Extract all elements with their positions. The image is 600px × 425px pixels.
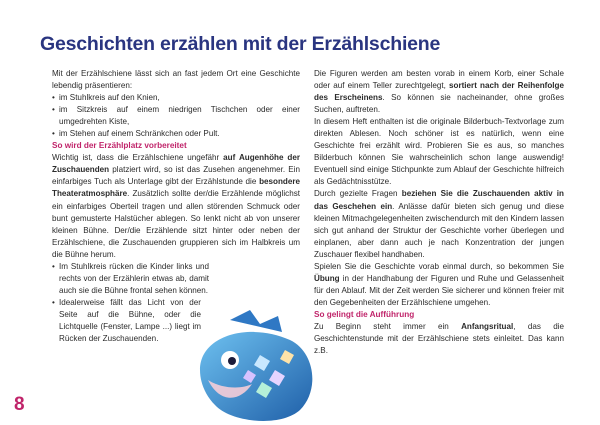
paragraph: Zu Beginn steht immer ein Anfangsritual, das die Geschichtenstunde mit der Erzählschiene stets einleitet. Das kann z.B. <box>314 321 564 356</box>
list-item: • im Stehen auf einem Schränkchen oder Pult. <box>52 128 300 140</box>
intro-text: Mit der Erzählschiene lässt sich an fast jedem Ort eine Geschichte lebendig präsentieren: <box>52 69 300 91</box>
paragraph: Die Figuren werden am besten vorab in einem Korb, einer Schale oder auf einem Teller zurechtgelegt, sortiert nach der Reihenfolge des Erscheinens. So können sie nacheinander, ohne großes Suchen, auftreten. <box>314 69 564 115</box>
fish-body-shape <box>200 332 312 421</box>
paragraph: In diesem Heft enthalten ist die originale Bilderbuch-Textvorlage zum direkten Ablesen. Noch schöner ist es natürlich, wenn eine Geschichte frei erzählt wird. Probieren Sie es aus, so manches Bilderbuch können Sie wahrscheinlich schon lange auswendig! Eventuell sind einige Stichpunkte zum Ablauf der Geschichte hilfreich als Gedächtnisstütze. <box>314 117 564 187</box>
left-column <box>52 68 300 345</box>
section-heading: So gelingt die Aufführung <box>314 309 415 319</box>
list-item: • Im Stuhlkreis rücken die Kinder links und rechts von der Erzählerin etwas ab, damit auch sie die Bühne frontal sehen können. <box>52 261 209 297</box>
section-heading: So wird der Erzählplatz vorbereitet <box>52 141 187 151</box>
paragraph: Wichtig ist, dass die Erzählschiene ungefähr auf Augenhöhe der Zuschauenden platziert wird, so ist das Zusehen angenehmer. Ein einfarbiges Tuch als Unterlage gibt der Erzählstunde die besondere Theateratmosphäre. Zusätzlich sollte der/die Erzählende möglichst ein einfarbiges Oberteil tragen und allen störenden Schmuck oder bunt gemusterte Halstücher ablegen. So lenkt nicht ab von unserer kleinen Bühne. Der/die Erzählende sitzt hinter oder neben der Erzählschiene, die Zuschauenden gruppieren sich im Halbkreis um die Bühne herum. <box>52 153 300 259</box>
page-number: 8 <box>14 394 25 415</box>
rainbow-fish-illustration <box>190 310 320 425</box>
list-item: • im Stuhlkreis auf den Knien, <box>52 92 300 104</box>
paragraph: Durch gezielte Fragen beziehen Sie die Zuschauenden aktiv in das Geschehen ein. Anlässe dafür bieten sich genug und diese kleinen Mitmachgelegenheiten zwischendurch mit den Kindern lassen sich gut anhand der Struktur der Geschichte vorher überlegen und einplanen, aber dann auch je nach Konzentration der jungen Zuschauer flexibel handhaben. <box>314 189 564 259</box>
list-item: • Idealerweise fällt das Licht von der Seite auf die Bühne, oder die Lichtquelle (Fenster, Lampe ...) liegt im Rücken der Zuschauenden. <box>52 297 201 345</box>
page-title: Geschichten erzählen mit der Erzählschiene <box>40 33 441 55</box>
fin-shape <box>230 310 282 332</box>
intro-list <box>52 92 300 140</box>
list-item: • im Sitzkreis auf einem niedrigen Tischchen oder einer umgedrehten Kiste, <box>52 104 300 128</box>
right-column <box>314 68 564 357</box>
paragraph: Spielen Sie die Geschichte vorab einmal durch, so bekommen Sie Übung in der Handhabung der Figuren und Ruhe und Gelassenheit für den Ablauf. Mit der Zeit werden Sie sicherer und können freier mit den Gegebenheiten der Erzählschiene umgehen. <box>314 261 564 307</box>
pupil-shape <box>228 357 236 365</box>
